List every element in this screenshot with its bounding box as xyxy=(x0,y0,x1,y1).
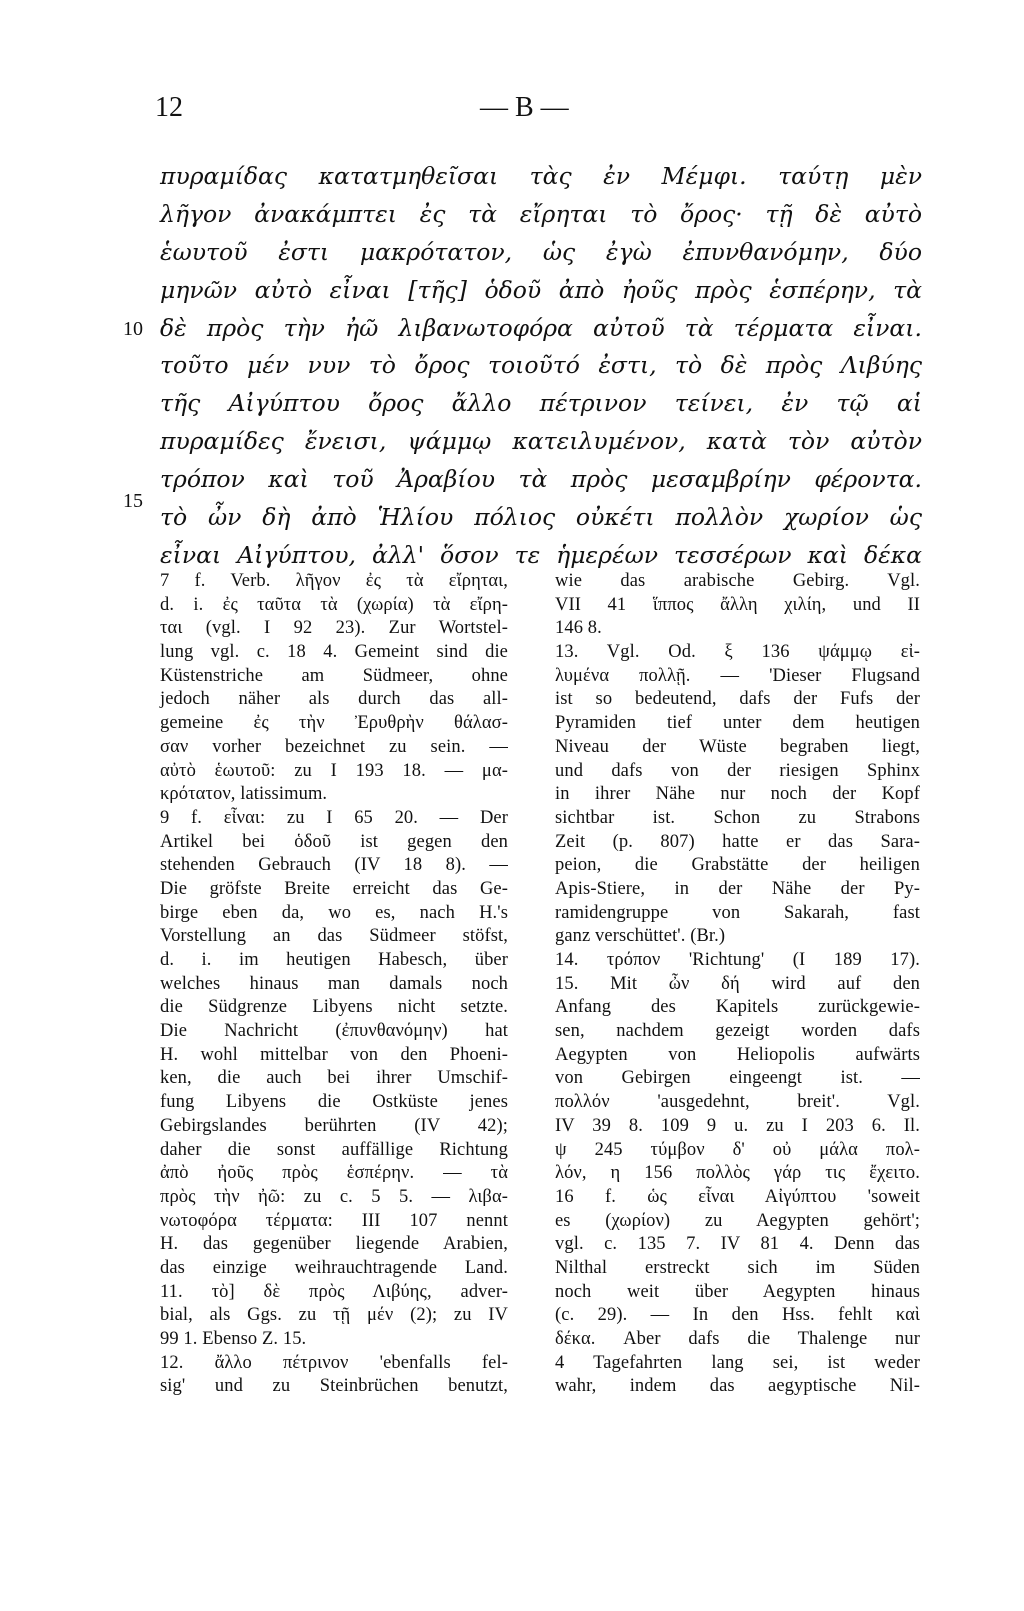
note-line: (c. 29). — In den Hss. fehlt καὶ xyxy=(555,1305,920,1326)
note-line: lung vgl. c. 18 4. Gemeint sind die xyxy=(160,642,508,663)
commentary-column-right xyxy=(555,570,920,1399)
note-line: σαν vorher bezeichnet zu sein. — xyxy=(160,736,508,757)
greek-main-text xyxy=(160,158,922,575)
main-text-line: λῆγον ἀνακάμπτει ἐς τὰ εἴρηται τὸ ὄρος· τῇ δὲ αὐτὸ xyxy=(160,199,922,228)
page-number: 12 xyxy=(155,92,183,123)
note-line: wie das arabische Gebirg. Vgl. xyxy=(555,571,920,591)
note-line: das einzige weihrauchtragende Land. xyxy=(160,1257,508,1278)
note-line: Aegypten von Heliopolis aufwärts xyxy=(555,1044,920,1065)
note-line: 12. ἄλλο πέτρινον 'ebenfalls fel- xyxy=(160,1352,508,1373)
note-line: VII 41 ἵππος ἄλλη χιλίη, und II xyxy=(555,594,920,615)
note-line: gemeine ἐς τὴν Ἐρυθρὴν θάλασ- xyxy=(160,713,508,734)
note-line: 9 f. εἶναι: zu I 65 20. — Der xyxy=(160,807,508,828)
note-line: 146 8. xyxy=(555,618,602,639)
note-line: von Gebirgen eingeengt ist. — xyxy=(555,1068,920,1089)
note-line: ganz verschüttet'. (Br.) xyxy=(555,926,726,947)
note-line: daher die sonst auffällige Richtung xyxy=(160,1139,508,1160)
main-text-line: τρόπον καὶ τοῦ Ἀραβίου τὰ πρὸς μεσαμβρίην φέροντα. xyxy=(160,465,922,494)
note-line: welches hinaus man damals noch xyxy=(160,973,508,994)
note-line: Vorstellung an das Südmeer stöfst, xyxy=(160,926,508,947)
note-line: 14. τρόπον 'Richtung' (I 189 17). xyxy=(555,950,920,970)
note-line: κρότατον, latissimum. xyxy=(160,784,328,805)
note-line: sen, nachdem gezeigt worden dafs xyxy=(555,1021,920,1042)
note-line: d. i. ἐς ταῦτα τὰ (χωρία) τὰ εἴρη- xyxy=(160,594,508,615)
note-line: Niveau der Wüste begraben liegt, xyxy=(555,736,920,757)
line-number-10: 10 xyxy=(123,318,143,340)
note-line: ken, die auch bei ihrer Umschif- xyxy=(160,1068,508,1089)
note-line: es (χωρίον) zu Aegypten gehört'; xyxy=(555,1210,920,1231)
note-line: birge eben da, wo es, nach H.'s xyxy=(160,902,508,923)
note-line: Küstenstriche am Südmeer, ohne xyxy=(160,665,508,686)
note-line: Die Nachricht (ἐπυνθανόμην) hat xyxy=(160,1021,508,1042)
note-line: αὐτὸ ἑωυτοῦ: zu I 193 18. — μα- xyxy=(160,760,508,781)
note-line: d. i. im heutigen Habesch, über xyxy=(160,950,508,970)
note-line: jedoch näher als durch das all- xyxy=(160,689,508,710)
note-line: Apis-Stiere, in der Nähe der Py- xyxy=(555,878,920,899)
note-line: H. das gegenüber liegende Arabien, xyxy=(160,1234,508,1255)
note-line: ramidengruppe von Sakarah, fast xyxy=(555,902,920,923)
note-line: 15. Mit ὦν δή wird auf den xyxy=(555,973,920,994)
note-line: Artikel bei ὁδοῦ ist gegen den xyxy=(160,831,508,852)
note-line: 99 1. Ebenso Z. 15. xyxy=(160,1329,307,1349)
note-line: Gebirgslandes berührten (IV 42); xyxy=(160,1115,508,1136)
main-text-line: τοῦτο μέν νυν τὸ ὄρος τοιοῦτό ἐστι, τὸ δὲ πρὸς Λιβύης xyxy=(160,351,922,380)
note-line: bial, als Ggs. zu τῇ μέν (2); zu IV xyxy=(160,1305,508,1326)
main-text-line: τῆς Αἰγύπτου ὄρος ἄλλο πέτρινον τείνει, ἐν τῷ αἱ xyxy=(160,389,922,418)
note-line: H. wohl mittelbar von den Phoeni- xyxy=(160,1044,508,1065)
main-text-line: ἑωυτοῦ ἐστι μακρότατον, ὡς ἐγὼ ἐπυνθανόμην, δύο xyxy=(160,237,922,266)
note-line: stehenden Gebrauch (IV 18 8). — xyxy=(160,855,508,876)
note-line: noch weit über Aegypten hinaus xyxy=(555,1281,920,1302)
main-text-line: μηνῶν αὐτὸ εἶναι [τῆς] ὁδοῦ ἀπὸ ἠοῦς πρὸς ἑσπέρην, τὰ xyxy=(160,275,922,304)
main-text-line: δὲ πρὸς τὴν ἠῶ λιβανωτοφόρα αὐτοῦ τὰ τέρματα εἶναι. xyxy=(160,313,922,342)
page-header xyxy=(155,92,915,132)
note-line: Anfang des Kapitels zurückgewie- xyxy=(555,997,920,1018)
line-number-15: 15 xyxy=(123,490,143,512)
note-line: 11. τὸ] δὲ πρὸς Λιβύης, adver- xyxy=(160,1281,508,1302)
note-line: peion, die Grabstätte der heiligen xyxy=(555,855,920,876)
commentary-column-left xyxy=(160,570,508,1399)
main-text-line: πυραμίδας κατατμηθεῖσαι τὰς ἐν Μέμφι. ταύτῃ μὲν xyxy=(160,162,922,190)
main-text-line: εἶναι Αἰγύπτου, ἀλλ' ὅσον τε ἡμερέων τεσσέρων καὶ δέκα xyxy=(160,540,922,569)
note-line: 13. Vgl. Od. ξ 136 ψάμμῳ εἰ- xyxy=(555,642,920,663)
note-line: πολλόν 'ausgedehnt, breit'. Vgl. xyxy=(555,1092,920,1113)
note-line: ἀπὸ ἠοῦς πρὸς ἑσπέρην. — τὰ xyxy=(160,1163,508,1184)
note-line: Pyramiden tief unter dem heutigen xyxy=(555,713,920,734)
note-line: die Südgrenze Libyens nicht setzte. xyxy=(160,997,508,1018)
note-line: IV 39 8. 109 9 u. zu I 203 6. Il. xyxy=(555,1115,920,1136)
note-line: πρὸς τὴν ἠῶ: zu c. 5 5. — λιβα- xyxy=(160,1186,508,1207)
note-line: sig' und zu Steinbrüchen benutzt, xyxy=(160,1376,508,1397)
note-line: Nilthal erstreckt sich im Süden xyxy=(555,1257,920,1278)
note-line: sichtbar ist. Schon zu Strabons xyxy=(555,807,920,828)
note-line: 7 f. Verb. λῆγον ἐς τὰ εἴρηται, xyxy=(160,571,508,591)
note-line: νωτοφόρα τέρματα: III 107 nennt xyxy=(160,1210,508,1231)
note-line: fung Libyens die Ostküste jenes xyxy=(160,1092,508,1113)
note-line: und dafs von der riesigen Sphinx xyxy=(555,760,920,781)
main-text-line: πυραμίδες ἔνεισι, ψάμμῳ κατειλυμένον, κατὰ τὸν αὐτὸν xyxy=(160,427,922,456)
note-line: Zeit (p. 807) hatte er das Sara- xyxy=(555,831,920,852)
note-line: 16 f. ὡς εἶναι Αἰγύπτου 'soweit xyxy=(555,1186,920,1207)
running-head: — B — xyxy=(480,92,569,123)
note-line: Die gröfste Breite erreicht das Ge- xyxy=(160,878,508,899)
note-line: in ihrer Nähe nur noch der Kopf xyxy=(555,784,920,805)
note-line: ψ 245 τύμβον δ' οὐ μάλα πολ- xyxy=(555,1139,920,1160)
note-line: λυμένα πολλῇ. — 'Dieser Flugsand xyxy=(555,665,920,686)
main-text-line: τὸ ὦν δὴ ἀπὸ Ἡλίου πόλιος οὐκέτι πολλὸν χωρίον ὡς xyxy=(160,503,922,532)
note-line: 4 Tagefahrten lang sei, ist weder xyxy=(555,1352,920,1373)
note-line: δέκα. Aber dafs die Thalenge nur xyxy=(555,1329,920,1349)
note-line: ist so bedeutend, dafs der Fufs der xyxy=(555,689,920,710)
note-line: λόν, η 156 πολλὸς γάρ τις ἔχειτο. xyxy=(555,1163,920,1184)
note-line: ται (vgl. I 92 23). Zur Wortstel- xyxy=(160,618,508,639)
note-line: wahr, indem das aegyptische Nil- xyxy=(555,1376,920,1397)
note-line: vgl. c. 135 7. IV 81 4. Denn das xyxy=(555,1234,920,1255)
